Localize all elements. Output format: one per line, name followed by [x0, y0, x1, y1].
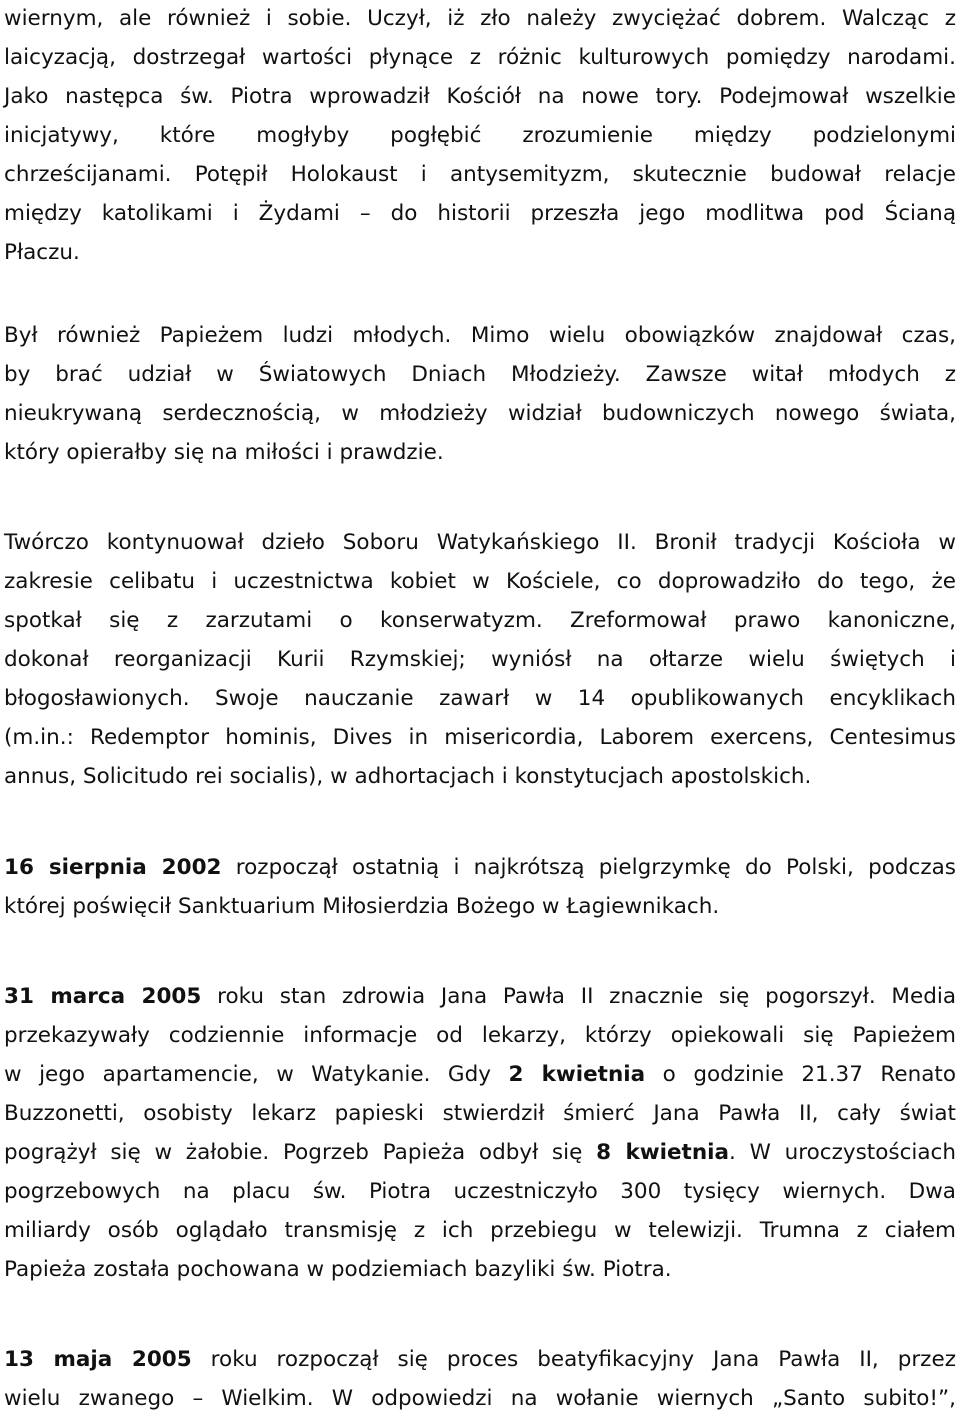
- date-bold: 2 kwietnia: [508, 1062, 646, 1087]
- text-line: między katolikami i Żydami – do historii przeszła jego modlitwa pod Ścianą: [4, 201, 956, 226]
- text-run: o godzinie 21.37 Renato: [645, 1062, 956, 1087]
- text-line: wiernym, ale również i sobie. Uczył, iż zło należy zwyciężać dobrem. Walcząc z: [4, 6, 956, 31]
- text-line: (m.in.: Redemptor hominis, Dives in misericordia, Laborem exercens, Centesimus: [4, 725, 956, 750]
- text-line: przekazywały codziennie informacje od lekarzy, którzy opiekowali się Papieżem: [4, 1023, 956, 1048]
- text-line: Buzzonetti, osobisty lekarz papieski stwierdził śmierć Jana Pawła II, cały świat: [4, 1101, 956, 1126]
- text-line: [4, 977, 956, 1017]
- text-run: w jego apartamencie, w Watykanie. Gdy: [4, 1062, 509, 1087]
- text-line: Papieża została pochowana w podziemiach bazyliki św. Piotra.: [4, 1257, 672, 1282]
- text-run: pogrążył się w żałobie. Pogrzeb Papieża odbył się: [4, 1140, 597, 1165]
- text-line: który opierałby się na miłości i prawdzie.: [4, 440, 444, 465]
- text-line: chrześcijanami. Potępił Holokaust i antysemityzm, skutecznie budował relacje: [4, 162, 956, 187]
- text-line: miliardy osób oglądało transmisję z ich przebiegu w telewizji. Trumna z ciałem: [4, 1218, 956, 1243]
- text-line: inicjatywy, które mogłyby pogłębić zrozumienie między podzielonymi: [4, 123, 956, 148]
- text-line: wielu zwanego – Wielkim. W odpowiedzi na wołanie wiernych „Santo subito!”,: [4, 1386, 956, 1411]
- text-run: roku stan zdrowia Jana Pawła II znacznie się pogorszył. Media: [201, 984, 956, 1009]
- text-line: laicyzacją, dostrzegał wartości płynące z różnic kulturowych pomiędzy narodami.: [4, 45, 956, 70]
- text-line: pogrzebowych na placu św. Piotra uczestniczyło 300 tysięcy wiernych. Dwa: [4, 1179, 956, 1204]
- text-line: zakresie celibatu i uczestnictwa kobiet w Kościele, co doprowadziło do tego, że: [4, 569, 956, 594]
- date-bold: 8 kwietnia: [596, 1140, 730, 1165]
- text-line: [4, 848, 956, 888]
- text-run: . W uroczystościach: [729, 1140, 956, 1165]
- text-line: Płaczu.: [4, 240, 80, 265]
- text-line: [4, 1340, 956, 1380]
- text-line: [4, 1133, 956, 1173]
- text-line: spotkał się z zarzutami o konserwatyzm. Zreformował prawo kanoniczne,: [4, 608, 956, 633]
- text-line: której poświęcił Sanktuarium Miłosierdzia Bożego w Łagiewnikach.: [4, 894, 720, 919]
- text-line: annus, Solicitudo rei socialis), w adhortacjach i konstytucjach apostolskich.: [4, 764, 812, 789]
- text-line: dokonał reorganizacji Kurii Rzymskiej; wyniósł na ołtarze wielu świętych i: [4, 647, 956, 672]
- date-bold: 13 maja 2005: [4, 1347, 192, 1372]
- text-run: rozpoczął ostatnią i najkrótszą pielgrzymkę do Polski, podczas: [221, 855, 957, 880]
- date-bold: 16 sierpnia 2002: [4, 855, 222, 880]
- text-line: nieukrywaną serdecznością, w młodzieży widział budowniczych nowego świata,: [4, 401, 956, 426]
- text-run: roku rozpoczął się proces beatyfikacyjny Jana Pawła II, przez: [191, 1347, 956, 1372]
- text-line: błogosławionych. Swoje nauczanie zawarł w 14 opublikowanych encyklikach: [4, 686, 956, 711]
- text-line: [4, 1055, 956, 1095]
- text-line: Jako następca św. Piotra wprowadził Kościół na nowe tory. Podejmował wszelkie: [4, 84, 956, 109]
- text-line: Twórczo kontynuował dzieło Soboru Watykańskiego II. Bronił tradycji Kościoła w: [4, 530, 956, 555]
- date-bold: 31 marca 2005: [4, 984, 202, 1009]
- text-line: by brać udział w Światowych Dniach Młodzieży. Zawsze witał młodych z: [4, 362, 956, 387]
- text-line: Był również Papieżem ludzi młodych. Mimo wielu obowiązków znajdował czas,: [4, 323, 956, 348]
